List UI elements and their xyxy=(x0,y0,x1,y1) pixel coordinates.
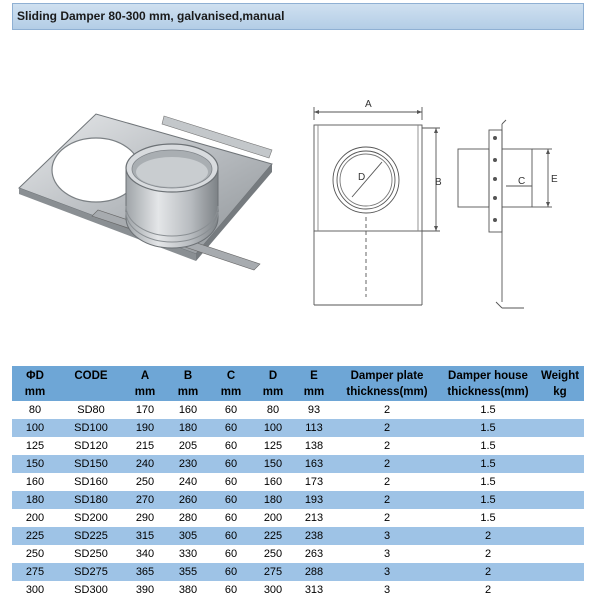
table-row xyxy=(12,473,584,491)
cell-code: SD225 xyxy=(58,527,124,545)
cell-e: 113 xyxy=(294,419,334,437)
table-row xyxy=(12,455,584,473)
cell-plate-thickness: 2 xyxy=(334,419,440,437)
cell-house-thickness: 2 xyxy=(440,527,536,545)
cell-b: 330 xyxy=(166,545,210,563)
cell-e: 238 xyxy=(294,527,334,545)
cell-c: 60 xyxy=(210,581,252,599)
cell-weight xyxy=(536,545,584,563)
table-row xyxy=(12,545,584,563)
table-row xyxy=(12,419,584,437)
cell-diameter: 100 xyxy=(12,419,58,437)
cell-a: 290 xyxy=(124,509,166,527)
cell-b: 240 xyxy=(166,473,210,491)
cell-a: 240 xyxy=(124,455,166,473)
cell-plate-thickness: 2 xyxy=(334,437,440,455)
cell-e: 288 xyxy=(294,563,334,581)
cell-diameter: 250 xyxy=(12,545,58,563)
cell-d: 200 xyxy=(252,509,294,527)
cell-c: 60 xyxy=(210,473,252,491)
cell-a: 250 xyxy=(124,473,166,491)
cell-diameter: 275 xyxy=(12,563,58,581)
header-diameter: ΦD mm xyxy=(12,366,58,401)
cell-e: 93 xyxy=(294,401,334,419)
cell-diameter: 125 xyxy=(12,437,58,455)
cell-d: 150 xyxy=(252,455,294,473)
table-row xyxy=(12,437,584,455)
cell-c: 60 xyxy=(210,563,252,581)
cell-house-thickness: 1.5 xyxy=(440,473,536,491)
cell-b: 160 xyxy=(166,401,210,419)
cell-c: 60 xyxy=(210,527,252,545)
cell-b: 180 xyxy=(166,419,210,437)
cell-weight xyxy=(536,473,584,491)
cell-plate-thickness: 2 xyxy=(334,473,440,491)
cell-plate-thickness: 2 xyxy=(334,401,440,419)
cell-plate-thickness: 3 xyxy=(334,581,440,599)
cell-d: 225 xyxy=(252,527,294,545)
cell-diameter: 160 xyxy=(12,473,58,491)
cell-c: 60 xyxy=(210,491,252,509)
table-row xyxy=(12,401,584,419)
cell-e: 138 xyxy=(294,437,334,455)
spec-table xyxy=(12,366,584,599)
table-row xyxy=(12,491,584,509)
cell-c: 60 xyxy=(210,545,252,563)
cell-plate-thickness: 2 xyxy=(334,509,440,527)
header-d: D mm xyxy=(252,366,294,401)
cell-b: 230 xyxy=(166,455,210,473)
cell-plate-thickness: 3 xyxy=(334,563,440,581)
cell-e: 213 xyxy=(294,509,334,527)
cell-weight xyxy=(536,509,584,527)
cell-c: 60 xyxy=(210,509,252,527)
cell-house-thickness: 2 xyxy=(440,545,536,563)
cell-diameter: 150 xyxy=(12,455,58,473)
cell-house-thickness: 1.5 xyxy=(440,419,536,437)
cell-d: 100 xyxy=(252,419,294,437)
cell-d: 275 xyxy=(252,563,294,581)
cell-a: 170 xyxy=(124,401,166,419)
cell-code: SD250 xyxy=(58,545,124,563)
cell-diameter: 80 xyxy=(12,401,58,419)
cell-c: 60 xyxy=(210,419,252,437)
cell-house-thickness: 1.5 xyxy=(440,455,536,473)
table-row xyxy=(12,581,584,599)
table-row xyxy=(12,563,584,581)
table-header-row xyxy=(12,366,584,401)
cell-weight xyxy=(536,419,584,437)
cell-e: 263 xyxy=(294,545,334,563)
cell-diameter: 180 xyxy=(12,491,58,509)
cell-code: SD120 xyxy=(58,437,124,455)
header-code: CODE xyxy=(58,366,124,401)
cell-weight xyxy=(536,437,584,455)
cell-a: 340 xyxy=(124,545,166,563)
cell-c: 60 xyxy=(210,401,252,419)
cell-code: SD180 xyxy=(58,491,124,509)
cell-c: 60 xyxy=(210,437,252,455)
cell-weight xyxy=(536,455,584,473)
dim-label-b: B xyxy=(435,177,442,188)
cell-d: 180 xyxy=(252,491,294,509)
cell-b: 260 xyxy=(166,491,210,509)
cell-a: 365 xyxy=(124,563,166,581)
cell-plate-thickness: 2 xyxy=(334,491,440,509)
cell-b: 305 xyxy=(166,527,210,545)
cell-diameter: 225 xyxy=(12,527,58,545)
cell-b: 205 xyxy=(166,437,210,455)
cell-e: 193 xyxy=(294,491,334,509)
cell-plate-thickness: 2 xyxy=(334,455,440,473)
cell-d: 80 xyxy=(252,401,294,419)
header-house-thickness: Damper house thickness(mm) xyxy=(440,366,536,401)
cell-diameter: 200 xyxy=(12,509,58,527)
header-c: C mm xyxy=(210,366,252,401)
cell-house-thickness: 2 xyxy=(440,581,536,599)
cell-a: 190 xyxy=(124,419,166,437)
cell-house-thickness: 1.5 xyxy=(440,509,536,527)
dim-label-a: A xyxy=(365,99,372,110)
damper-photo xyxy=(14,106,276,278)
cell-weight xyxy=(536,401,584,419)
page-title: Sliding Damper 80-300 mm, galvanised,manual xyxy=(17,9,285,23)
cell-code: SD275 xyxy=(58,563,124,581)
cell-code: SD160 xyxy=(58,473,124,491)
cell-d: 250 xyxy=(252,545,294,563)
cell-d: 125 xyxy=(252,437,294,455)
cell-e: 313 xyxy=(294,581,334,599)
cell-a: 315 xyxy=(124,527,166,545)
cell-house-thickness: 2 xyxy=(440,563,536,581)
cell-plate-thickness: 3 xyxy=(334,545,440,563)
cell-b: 380 xyxy=(166,581,210,599)
dim-label-d: D xyxy=(358,172,366,183)
technical-drawing xyxy=(292,92,582,324)
cell-diameter: 300 xyxy=(12,581,58,599)
cell-a: 390 xyxy=(124,581,166,599)
cell-d: 160 xyxy=(252,473,294,491)
header-a: A mm xyxy=(124,366,166,401)
header-b: B mm xyxy=(166,366,210,401)
cell-code: SD80 xyxy=(58,401,124,419)
dim-label-e: E xyxy=(551,174,558,185)
cell-weight xyxy=(536,563,584,581)
cell-e: 163 xyxy=(294,455,334,473)
table-row xyxy=(12,509,584,527)
header-e: E mm xyxy=(294,366,334,401)
cell-d: 300 xyxy=(252,581,294,599)
cell-b: 280 xyxy=(166,509,210,527)
cell-house-thickness: 1.5 xyxy=(440,491,536,509)
cell-code: SD150 xyxy=(58,455,124,473)
cell-code: SD300 xyxy=(58,581,124,599)
cell-weight xyxy=(536,527,584,545)
header-plate-thickness: Damper plate thickness(mm) xyxy=(334,366,440,401)
header-weight: Weight kg xyxy=(536,366,584,401)
cell-code: SD100 xyxy=(58,419,124,437)
dim-label-c: C xyxy=(518,176,526,187)
cell-c: 60 xyxy=(210,455,252,473)
cell-house-thickness: 1.5 xyxy=(440,437,536,455)
cell-b: 355 xyxy=(166,563,210,581)
cell-e: 173 xyxy=(294,473,334,491)
cell-a: 215 xyxy=(124,437,166,455)
cell-weight xyxy=(536,581,584,599)
title-bar xyxy=(12,3,584,30)
table-row xyxy=(12,527,584,545)
cell-a: 270 xyxy=(124,491,166,509)
cell-weight xyxy=(536,491,584,509)
cell-code: SD200 xyxy=(58,509,124,527)
cell-plate-thickness: 3 xyxy=(334,527,440,545)
cell-house-thickness: 1.5 xyxy=(440,401,536,419)
